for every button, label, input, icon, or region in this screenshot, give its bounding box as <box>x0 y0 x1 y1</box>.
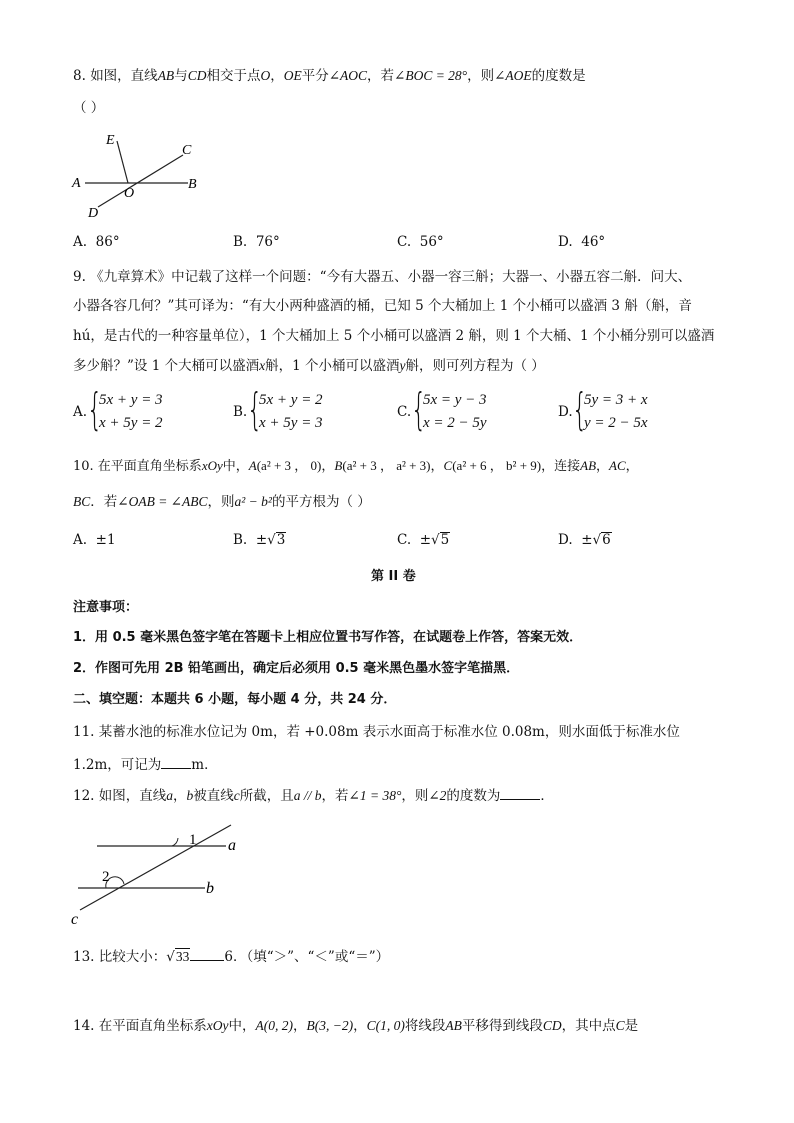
q8-stem: 8. 如图，直线AB与CD相交于点O，OE平分∠AOC，若∠BOC = 28°，则∠AOE的度数是 <box>73 68 586 84</box>
q8-option-d[interactable]: D. 46° <box>558 234 606 250</box>
exam-page: 8. 如图，直线AB与CD相交于点O，OE平分∠AOC，若∠BOC = 28°，则∠AOE的度数是 （ ） E C A O B D A. 86° B. 76° C. 56° D. 46° 9. 《九章算术》中记载了这样一个问题：“今有大器五、小器一容三斛；大器一、小器五容二斛．问大、 小器各容几何？”其可译为：“有大小两种盛酒的桶，已知 5 个大桶加上 1 个小桶可以盛酒 3 斛（斛，音 hú，是古代的一种容量单位），1 个大桶加上 5 个小桶可以盛酒 2 斛，则 1 个大桶、1 个小桶分别可以盛酒 多少斛？”设 1 个大桶可以盛酒x斛，1 个小桶可以盛酒y斛，则可列方程为（ ） A. { 5x + y = 3 x + 5y = 2 B. { 5x + y = 2 x + 5y = 3 C. { 5x = y − 3 x = 2 − 5y D. { 5y = 3 + x y = 2 − 5x 10. 在平面直角坐标系xOy中，A(a² + 3 ， 0)，B(a² + 3 ， a² + 3)，C(a² + 6 ， b² + 9)，连接AB，AC， BC．若∠OAB = ∠ABC，则a² − b²的平方根为（ ） A. ±1 B. ±√3 C. ±√5 D. ±√6 第 II 卷 注意事项： 1．用 0.5 毫米黑色签字笔在答题卡上相应位置书写作答，在试题卷上作答，答案无效． 2．作图可先用 2B 铅笔画出，确定后必须用 0.5 毫米黑色墨水签字笔描黑． 二、填空题：本题共 6 小题，每小题 4 分，共 24 分． 11. 某蓄水池的标准水位记为 0m，若 +0.08m 表示水面高于标准水位 0.08m，则水面低于标准水位 1.2m，可记为 m． 12. 如图，直线a，b被直线c所截，且a // b，若∠1 = 38°，则∠2的度数为 ． 1 2 a b c 13. 比较大小：√33 6．（填“＞”、“＜”或“＝”） 14. 在平面直角坐标系xOy中，A(0, 2)，B(3, −2)，C(1, 0)将线段AB平移得到线段CD，其中点C是 <box>0 0 794 1123</box>
q8-label-A: A <box>72 176 81 191</box>
q14-stem: 14. 在平面直角坐标系xOy中，A(0, 2)，B(3, −2)，C(1, 0)将线段AB平移得到线段CD，其中点C是 <box>73 1018 639 1034</box>
q8-option-a[interactable]: A. 86° <box>73 234 120 250</box>
q8-figure <box>68 125 218 225</box>
q12-label-a: a <box>228 837 236 854</box>
q8-label-O: O <box>124 186 135 201</box>
q12-stem: 12. 如图，直线a，b被直线c所截，且a // b，若∠1 = 38°，则∠2的度数为 ． <box>73 785 554 806</box>
notice-title: 注意事项： <box>73 600 139 615</box>
q8-label-E: E <box>106 133 115 148</box>
notice-2: 2．作图可先用 2B 铅笔画出，确定后必须用 0.5 毫米黑色墨水签字笔描黑． <box>73 661 520 676</box>
q13-answer-blank[interactable] <box>190 946 224 961</box>
q10-option-c[interactable]: C. ±√5 <box>397 532 450 548</box>
q12-figure <box>68 822 248 932</box>
section-title: 第 II 卷 <box>371 569 416 584</box>
q11-line-1: 11. 某蓄水池的标准水位记为 0m，若 +0.08m 表示水面高于标准水位 0.08m，则水面低于标准水位 <box>73 724 680 740</box>
q12-answer-blank[interactable] <box>500 785 540 800</box>
q8-label-D: D <box>88 206 99 221</box>
q8-label-C: C <box>182 143 192 158</box>
q8-option-b[interactable]: B. 76° <box>233 234 280 250</box>
q12-label-c: c <box>71 911 79 928</box>
q13-stem: 13. 比较大小：√33 6．（填“＞”、“＜”或“＝”） <box>73 946 389 967</box>
part-heading: 二、填空题：本题共 6 小题，每小题 4 分，共 24 分． <box>73 692 397 707</box>
q8-label-B: B <box>188 177 197 192</box>
q10-option-a[interactable]: A. ±1 <box>73 532 116 548</box>
q10-option-b[interactable]: B. ±√3 <box>233 532 286 548</box>
q11-line-2: 1.2m，可记为 m． <box>73 754 218 775</box>
q12-label-2: 2 <box>102 869 110 885</box>
q9-line-1: 9. 《九章算术》中记载了这样一个问题：“今有大器五、小器一容三斛；大器一、小器五容二斛．问大、 <box>73 269 692 285</box>
q8-answer-paren: （ ） <box>73 100 105 116</box>
q10-stem-line-2: BC．若∠OAB = ∠ABC，则a² − b²的平方根为（ ） <box>73 494 371 510</box>
q9-line-2: 小器各容几何？”其可译为：“有大小两种盛酒的桶，已知 5 个大桶加上 1 个小桶可以盛酒 3 斛（斛，音 <box>73 298 692 314</box>
q9-line-3: hú，是古代的一种容量单位），1 个大桶加上 5 个小桶可以盛酒 2 斛，则 1 个大桶、1 个小桶分别可以盛酒 <box>73 328 715 344</box>
q12-label-b: b <box>206 880 214 897</box>
notice-1: 1．用 0.5 毫米黑色签字笔在答题卡上相应位置书写作答，在试题卷上作答，答案无效． <box>73 630 583 645</box>
q10-option-d[interactable]: D. ±√6 <box>558 532 611 548</box>
q8-option-c[interactable]: C. 56° <box>397 234 444 250</box>
q9-line-4: 多少斛？”设 1 个大桶可以盛酒x斛，1 个小桶可以盛酒y斛，则可列方程为（ ） <box>73 358 545 374</box>
q10-stem-line-1: 10. 在平面直角坐标系xOy中，A(a² + 3 ， 0)，B(a² + 3 ， a² + 3)，C(a² + 6 ， b² + 9)，连接AB，AC， <box>73 458 639 474</box>
q11-answer-blank[interactable] <box>161 754 191 769</box>
q12-label-1: 1 <box>189 832 197 848</box>
